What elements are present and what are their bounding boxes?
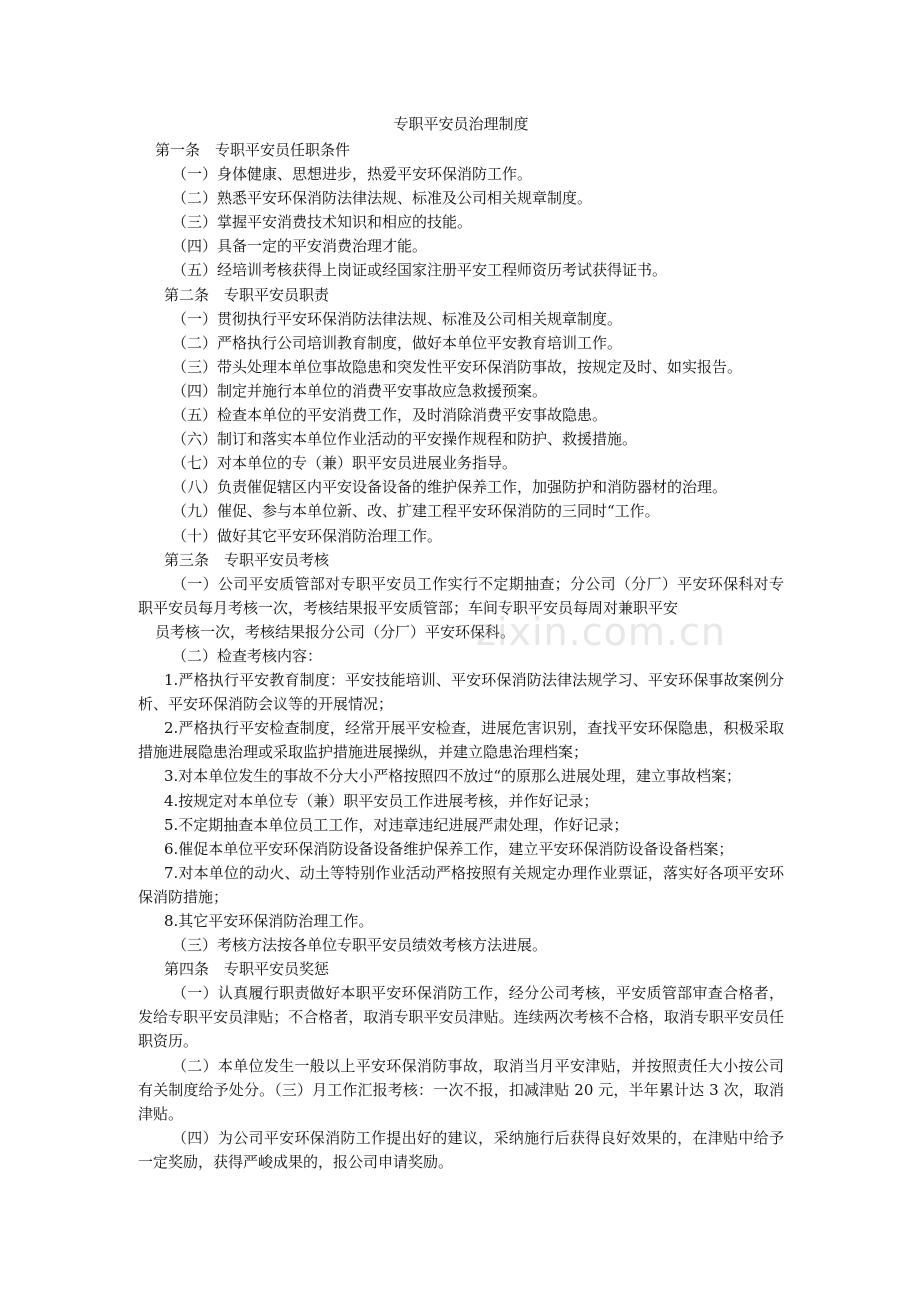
document-body <box>138 138 784 1174</box>
paragraph: （三）掌握平安消费技术知识和相应的技能。 <box>172 213 473 232</box>
paragraph: （二）检查考核内容： <box>172 646 323 665</box>
section-heading: 第四条 专职平安员奖惩 <box>164 960 330 979</box>
document-title: 专职平安员治理制度 <box>393 115 529 133</box>
paragraph: （七）对本单位的专（兼）职平安员进展业务指导。 <box>172 454 518 473</box>
paragraph: （四）具备一定的平安消费治理才能。 <box>172 237 428 256</box>
paragraph: 4.按规定对本单位专（兼）职平安员工作进展考核，并作好记录； <box>164 791 599 810</box>
section-heading: 第一条 专职平安员任职条件 <box>155 141 351 159</box>
paragraph: 8.其它平安环保消防治理工作。 <box>164 912 374 930</box>
section-heading: 第三条 专职平安员考核 <box>164 550 330 569</box>
paragraph: （五）检查本单位的平安消费工作，及时消除消费平安事故隐患。 <box>172 406 608 425</box>
paragraph: （四）制定并施行本单位的消费平安事故应急救援预案。 <box>172 381 548 400</box>
paragraph: （三）考核方法按各单位专职平安员绩效考核方法进展。 <box>172 936 548 955</box>
paragraph: （八）负责催促辖区内平安设备设备的维护保养工作，加强防护和消防器材的治理。 <box>172 478 728 497</box>
paragraph: 2.严格执行平安检查制度，经常开展平安检查，进展危害识别，查找平安环保隐患，积极采取措施进展隐患治理或采取监护措施进展操纵，并建立隐患治理档案； <box>138 719 784 762</box>
paragraph: （二）严格执行公司培训教育制度，做好本单位平安教育培训工作。 <box>172 333 623 352</box>
paragraph: （三）带头处理本单位事故隐患和突发性平安环保消防事故，按规定及时、如实报告。 <box>172 357 743 376</box>
paragraph: （二）本单位发生一般以上平安环保消防事故，取消当月平安津贴，并按照责任大小按公司有关制度给予处分。（三）月工作汇报考核：一次不报，扣减津贴 20 元，半年累计达 3 次，取消津贴。 <box>138 1056 784 1123</box>
paragraph: （一）贯彻执行平安环保消防法律法规、标准及公司相关规章制度。 <box>172 309 623 328</box>
paragraph: 5.不定期抽查本单位员工工作，对违章违纪进展严肃处理，作好记录； <box>164 815 629 834</box>
paragraph: 6.催促本单位平安环保消防设备设备维护保养工作，建立平安环保消防设备设备档案； <box>164 839 734 858</box>
paragraph: （一）身体健康、思想进步，热爱平安环保消防工作。 <box>172 165 533 184</box>
paragraph: 3.对本单位发生的事故不分大小严格按照四不放过“的原那么进展处理，建立事故档案； <box>164 767 741 786</box>
paragraph: （二）熟悉平安环保消防法律法规、标准及公司相关规章制度。 <box>172 189 593 208</box>
paragraph: 7.对本单位的动火、动土等特别作业活动严格按照有关规定办理作业票证，落实好各项平安环保消防措施； <box>138 863 784 906</box>
paragraph: （四）为公司平安环保消防工作提出好的建议，采纳施行后获得良好效果的，在津贴中给予一定奖励，获得严峻成果的，报公司申请奖励。 <box>138 1128 784 1171</box>
paragraph: （一）认真履行职责做好本职平安环保消防工作，经分公司考核，平安质管部审查合格者，发给专职平安员津贴；不合格者，取消专职平安员津贴。连续两次考核不合格，取消专职平安员任职资历。 <box>138 984 784 1051</box>
paragraph: （一）公司平安质管部对专职平安员工作实行不定期抽查；分公司（分厂）平安环保科对专职平安员每月考核一次，考核结果报平安质管部；车间专职平安员每周对兼职平安 <box>138 574 784 617</box>
paragraph: 员考核一次，考核结果报分公司（分厂）平安环保科。 <box>155 622 516 641</box>
document-page <box>138 112 784 1174</box>
section-heading: 第二条 专职平安员职责 <box>164 285 330 304</box>
watermark-text: zixin.com.cn <box>476 610 726 654</box>
paragraph: （六）制订和落实本单位作业活动的平安操作规程和防护、救援措施。 <box>172 430 638 449</box>
paragraph: 1.严格执行平安教育制度：平安技能培训、平安环保消防法律法规学习、平安环保事故案例分析、平安环保消防会议等的开展情况； <box>138 671 784 714</box>
paragraph: （九）催促、参与本单位新、改、扩建工程平安环保消防的三同时“工作。 <box>172 502 660 521</box>
paragraph: （十）做好其它平安环保消防治理工作。 <box>172 526 443 545</box>
paragraph: （五）经培训考核获得上岗证或经国家注册平安工程师资历考试获得证书。 <box>172 261 668 280</box>
